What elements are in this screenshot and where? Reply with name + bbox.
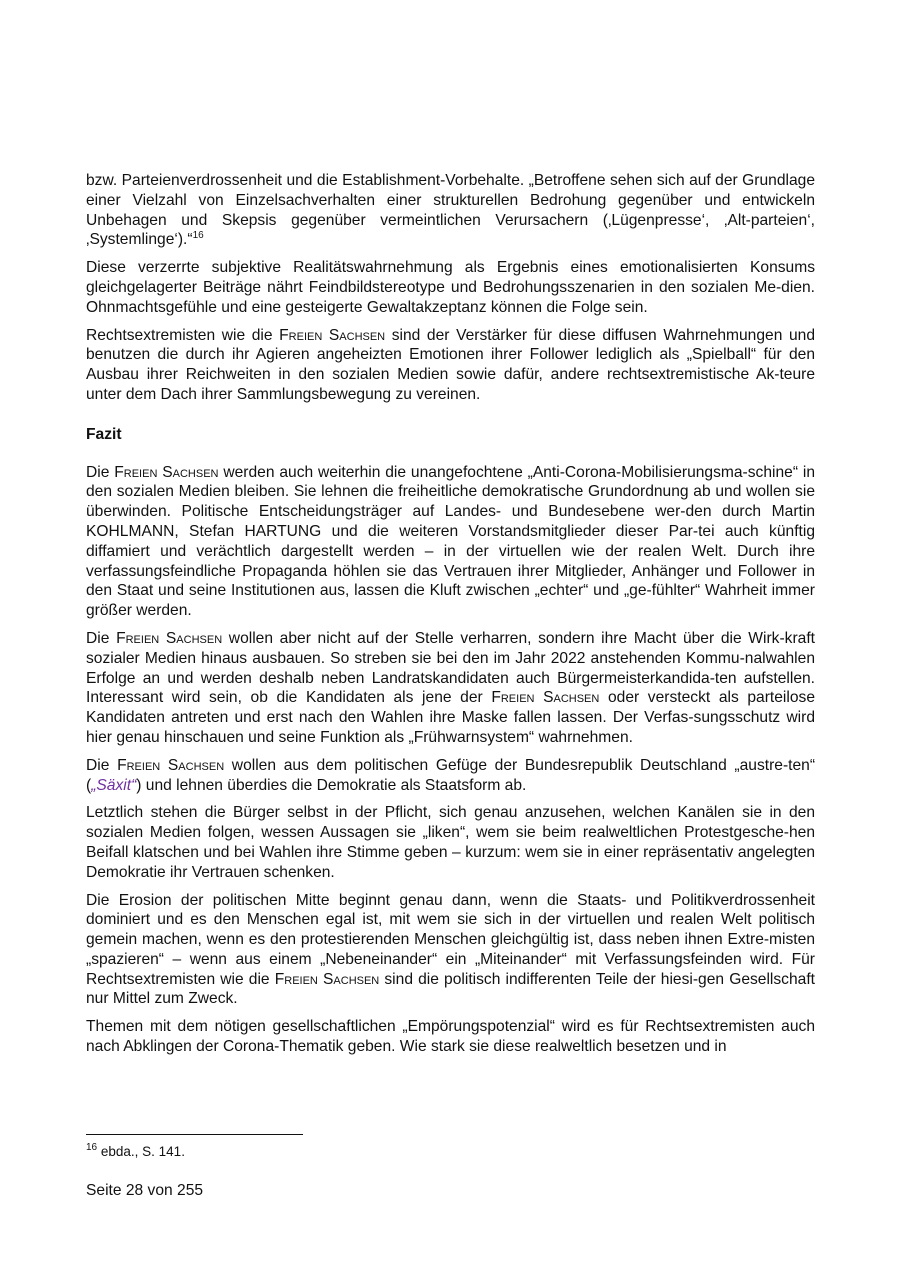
text-run: Die — [86, 629, 117, 647]
text-run: wollen aus dem politischen Gefüge der Bundesrepublik Deutschland „austre-ten“ ( — [86, 756, 816, 794]
section-heading: Fazit — [86, 425, 122, 443]
paragraph — [86, 891, 815, 1010]
party-name: Freien Sachsen — [491, 689, 600, 707]
text-run: sind die politisch indifferenten Teile der hiesi-gen Gesellschaft nur Mittel zum Zweck. — [86, 970, 815, 1008]
paragraph: Diese verzerrte subjektive Realitätswahrnehmung als Ergebnis eines emotionalisierten Konsums gleichgelagerter Beiträge nährt Feindbildstereotype und Bedrohungsszenarien in den sozialen Me-dien. Ohnmachtsgefühle und eine gesteigerte Gewaltakzeptanz können die Folge sein. — [86, 259, 815, 316]
text-run: Die Erosion der politischen Mitte beginnt genau dann, wenn die Staats- und Politikverdrossenheit dominiert und es den Menschen egal ist, mit wem sie sich in der virtuellen und realen Welt politisch gemein machen, wenn es den protestierenden Menschen gleichgültig ist, dass neben ihnen Extre-misten „spazieren“ – wenn aus einem „Nebeneinander“ ein „Miteinander“ mit Verfassungsfeinden wird. Für Rechtsextremisten wie die — [86, 891, 815, 988]
paragraph — [86, 629, 815, 748]
text-run: wollen aber nicht auf der Stelle verharren, sondern ihre Macht über die Wirk-kraft sozialer Medien hinaus ausbauen. So streben sie bei den im Jahr 2022 anstehenden Kommu-nalwahlen Erfolge an und werden deshalb neben Landratskandidaten auch Bürgermeisterkandida-ten aufstellen. Interessant wird sein, ob die Kandidaten als jene der — [86, 629, 816, 707]
paragraph: Themen mit dem nötigen gesellschaftlichen „Empörungspotenzial“ wird es für Rechtsextremisten auch nach Abklingen der Corona-Thematik geben. Wie stark sie diese realweltlich besetzen und in — [86, 1018, 815, 1056]
paragraph — [86, 326, 815, 405]
text-run: oder versteckt als parteilose Kandidaten antreten und erst nach den Wahlen ihre Maske fallen lassen. Der Verfas-sungsschutz wird hier genau hinschauen und seine Funktion als „Frühwarnsystem“ wahrnehmen. — [86, 689, 815, 746]
paragraph — [86, 171, 815, 250]
party-name: Freien Sachsen — [117, 756, 225, 774]
page-number: Seite 28 von 255 — [86, 1182, 204, 1199]
text-run: werden auch weiterhin die unangefochtene „Anti-Corona-Mobilisierungsma-schine“ in den sozialen Medien bleiben. Sie lehnen die freiheitliche demokratische Grundordnung ab und wollen sie überwinden. Politische Entscheidungsträger auf Landes- und Bundesebene wer-den durch Martin KOHLMANN, Stefan HARTUNG und die weiteren Vorstandsmitglieder dieser Par-tei auch künftig diffamiert und verächtlich dargestellt werden – in der virtuellen wie der realen Welt. Durch ihre verfassungsfeindliche Propaganda höhlen sie das Vertrauen ihrer Mitglieder, Anhänger und Follower in den Staat und seine Institutionen aus, lassen die Kluft zwischen „echter“ und „ge-fühlter“ Wahrheit immer größer werden. — [86, 463, 816, 620]
body-text — [86, 171, 815, 1065]
paragraph — [86, 463, 815, 621]
party-name: Freien Sachsen — [114, 463, 219, 481]
party-name: Freien Sachsen — [279, 326, 386, 344]
footnote-divider — [86, 1134, 303, 1135]
footnote-text: ebda., S. 141. — [97, 1144, 185, 1159]
footnote — [86, 1143, 185, 1160]
text-run: Die — [86, 756, 118, 774]
paragraph — [86, 756, 815, 796]
text-run: sind der Verstärker für diese diffusen Wahrnehmungen und benutzen die durch ihr Agieren angeheizten Emotionen ihrer Follower lediglich als „Spielball“ für den Ausbau ihrer Reichweiten in den sozialen Medien sowie dafür, andere rechtsextremistische Ak-teure unter dem Dach ihrer Sammlungsbewegung zu vereinen. — [86, 326, 815, 403]
footnote-ref[interactable]: 16 — [192, 230, 204, 242]
text-run: Die — [86, 463, 115, 481]
saexit-term: „Säxit“ — [91, 776, 137, 794]
text-run: Rechtsextremisten wie die — [86, 326, 280, 344]
party-name: Freien Sachsen — [274, 970, 380, 988]
footnote-number: 16 — [86, 1142, 98, 1153]
party-name: Freien Sachsen — [116, 629, 223, 647]
text-run: ) und lehnen überdies die Demokratie als Staatsform ab. — [136, 776, 527, 794]
paragraph: Letztlich stehen die Bürger selbst in der Pflicht, sich genau anzusehen, welchen Kanälen sie in den sozialen Medien folgen, wessen Aussagen sie „liken“, wem sie beim realweltlichen Protestgesche-hen Beifall klatschen und bei Wahlen ihre Stimme geben – kurzum: wem sie in einer repräsentativ angelegten Demokratie ihr Vertrauen schenken. — [86, 804, 815, 881]
text-run: bzw. Parteienverdrossenheit und die Establishment-Vorbehalte. „Betroffene sehen sich auf der Grundlage einer Vielzahl von Einzelsachverhalten einer strukturellen Bedrohung gegenüber und entwickeln Unbehagen und Skepsis gegenüber vermeintlichen Verursachern (‚Lügenpresse‘, ‚Alt-parteien‘, ‚Systemlinge‘).“ — [86, 172, 815, 249]
